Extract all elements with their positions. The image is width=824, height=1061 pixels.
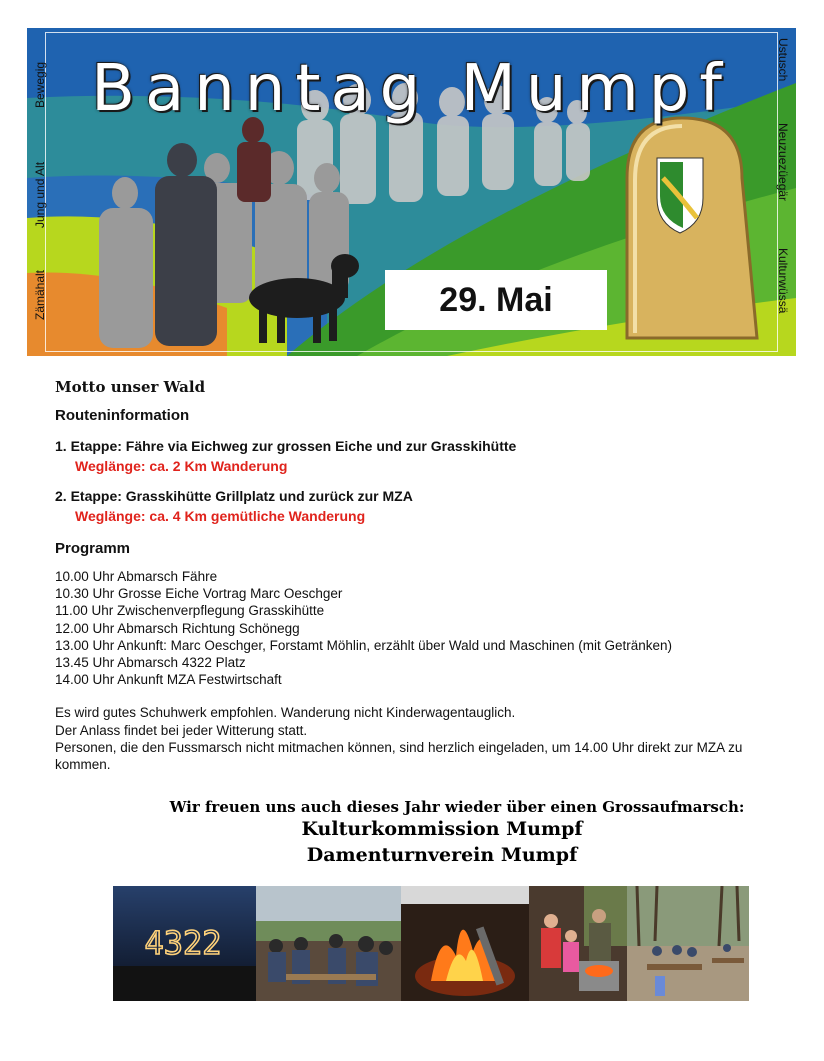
closing-invitation: Wir freuen uns auch dieses Jahr wieder über einen Grossaufmarsch: <box>169 798 745 816</box>
stage-2 <box>55 486 775 526</box>
route-heading: Routeninformation <box>55 407 190 424</box>
organizer-kulturkommission: Kulturkommission Mumpf <box>301 818 583 840</box>
side-label-kulturwuessae: Kulturwüssä <box>776 248 790 314</box>
program-item: 14.00 Uhr Ankunft MZA Festwirtschaft <box>55 672 282 688</box>
photo-forest-tables <box>627 886 749 1001</box>
program-item: 12.00 Uhr Abmarsch Richtung Schönegg <box>55 620 300 636</box>
event-date: 29. Mai <box>385 270 607 330</box>
program-item: 10.30 Uhr Grosse Eiche Vortrag Marc Oeschger <box>55 586 343 602</box>
program-item: 13.45 Uhr Abmarsch 4322 Platz <box>55 655 246 671</box>
main-content <box>55 378 775 773</box>
banner <box>27 28 796 356</box>
photo-picnic-crowd <box>256 886 401 1001</box>
sign-4322: 4322 <box>144 924 222 962</box>
note: Personen, die den Fussmarsch nicht mitmachen können, sind herzlich eingeladen, um 14.00 Uhr direkt zur MZA zu kommen. <box>55 739 743 773</box>
stage-title: 1. Etappe: Fähre via Eichweg zur grossen Eiche und zur Grasskihütte <box>55 438 517 454</box>
side-label-bewegig: Bewegig <box>33 61 47 108</box>
note: Es wird gutes Schuhwerk empfohlen. Wanderung nicht Kinderwagentauglich. <box>55 705 516 721</box>
photo-grill-people <box>529 886 627 1001</box>
side-label-neuzuezueegaer: Neuzuezüegär <box>776 123 790 202</box>
program-item: 13.00 Uhr Ankunft: Marc Oeschger, Forstamt Möhlin, erzählt über Wald und Maschinen (mit Getränken) <box>55 637 673 653</box>
note: Der Anlass findet bei jeder Witterung statt. <box>55 722 308 738</box>
program-item: 10.00 Uhr Abmarsch Fähre <box>55 569 218 584</box>
motto: Motto unser Wald <box>55 378 206 396</box>
side-label-zaemaehalt: Zämähalt <box>33 269 47 320</box>
stage-length: Weglänge: ca. 2 Km Wanderung <box>75 458 288 474</box>
closing <box>0 798 824 868</box>
stage-title: 2. Etappe: Grasskihütte Grillplatz und zurück zur MZA <box>55 488 413 504</box>
organizer-damenturnverein: Damenturnverein Mumpf <box>306 844 578 866</box>
side-label-ustusch: Ustusch <box>776 38 790 82</box>
program-heading: Programm <box>55 540 131 557</box>
photo-4322-sign <box>113 886 256 1001</box>
banner-title: Banntag Mumpf <box>91 52 732 126</box>
photo-campfire <box>401 886 529 1001</box>
photo-strip <box>113 886 749 1001</box>
notes <box>55 704 775 773</box>
program-list <box>55 568 775 688</box>
stage-length: Weglänge: ca. 4 Km gemütliche Wanderung <box>75 508 366 524</box>
program-item: 11.00 Uhr Zwischenverpflegung Grasskihütte <box>55 603 325 619</box>
side-label-jung-und-alt: Jung und Alt <box>33 161 47 228</box>
stage-1 <box>55 436 775 476</box>
